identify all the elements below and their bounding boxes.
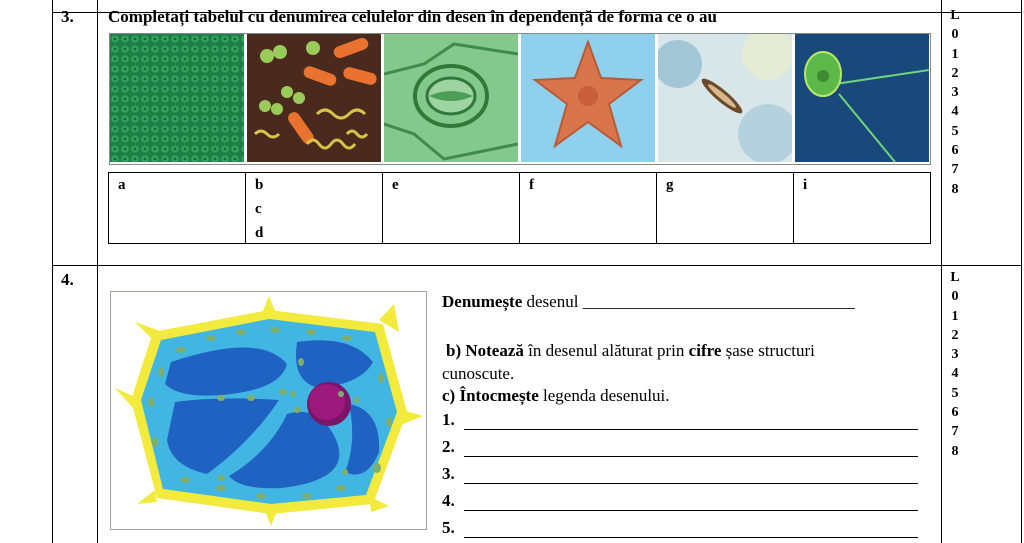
col-border-score [941,0,942,543]
legend-number: 4. [442,491,455,510]
answer-line [464,537,918,538]
score-4: 4 [951,104,959,120]
score-3: 3 [951,347,959,363]
answer-cell-label-e: e [392,177,399,193]
legend-line-3[interactable] [442,464,918,488]
answer-col-3 [519,172,520,244]
stomata-cells-image [384,34,518,162]
score-4: 4 [951,366,959,382]
answer-cell-label-i: i [803,177,808,193]
col-border-question [97,0,98,543]
legend-number: 5. [442,518,455,537]
answer-cell-label-f: f [529,177,534,193]
score-label-L: L [950,8,960,23]
answer-col-4 [656,172,657,244]
answer-line [464,456,918,457]
instruction-legend-rest: legenda desenului. [538,386,670,405]
instruction-legend [442,386,670,406]
score-3: 3 [951,85,959,101]
star-shaped-cell-image [521,34,655,162]
bacteria-shapes-image [247,34,381,162]
answer-line [464,429,918,430]
answer-col-0 [108,172,109,244]
answer-line [464,510,918,511]
answer-col-2 [382,172,383,244]
score-5: 5 [951,385,959,401]
plant-cell-diagram [110,291,427,530]
instruction-mark-bold: b) Notează [446,341,524,360]
question-3-score-column [945,6,965,199]
answer-cell-label-d: d [255,225,264,241]
drawing-name-blank[interactable]: ________________________________ [582,292,855,311]
instruction-mark-structures [446,341,815,361]
score-8: 8 [951,443,959,459]
row-divider [52,265,1022,266]
instruction-known: cunoscute. [442,364,515,383]
answer-col-6 [930,172,931,244]
green-algae-cell-image [795,34,929,162]
col-border-right [1021,0,1022,543]
question-3-title: Completați tabelul cu denumirea celulelor din desen în dependență de forma ce o au [108,7,718,26]
score-1: 1 [951,46,959,62]
instruction-name-drawing [442,292,855,312]
instruction-name-rest: desenul [522,292,583,311]
legend-line-1[interactable] [442,410,918,434]
answer-line [464,483,918,484]
answer-cell-label-b: b [255,177,264,193]
legend-number: 3. [442,464,455,483]
answer-cell-label-a: a [118,177,126,193]
score-0: 0 [951,289,959,305]
score-7: 7 [951,162,959,178]
score-5: 5 [951,123,959,139]
answer-cell-label-g: g [666,177,674,193]
question-4-score-column [945,268,965,461]
score-2: 2 [951,327,959,343]
instruction-legend-bold: c) Întocmește [442,386,539,405]
instruction-mark-mid: în desenul alăturat prin [523,341,689,360]
legend-line-4[interactable] [442,491,918,515]
score-6: 6 [951,405,959,421]
green-cells-tissue-image [110,34,244,162]
score-7: 7 [951,424,959,440]
score-8: 8 [951,181,959,197]
score-2: 2 [951,65,959,81]
answer-col-1 [245,172,246,244]
col-border-left [52,0,53,543]
score-6: 6 [951,143,959,159]
question-4-number: 4. [61,270,74,289]
instruction-name-bold: Denumește [442,292,523,311]
answer-col-5 [793,172,794,244]
score-0: 0 [951,27,959,43]
legend-number: 1. [442,410,455,429]
instruction-mark-digits: cifre [688,341,722,360]
legend-line-5[interactable] [442,518,918,542]
legend-line-2[interactable] [442,437,918,461]
question-3-number: 3. [61,7,74,26]
score-1: 1 [951,308,959,324]
legend-number: 2. [442,437,455,456]
score-label-L: L [950,270,960,285]
diatom-cell-image [658,34,792,162]
instruction-mark-rest: șase structuri [721,341,815,360]
answer-cell-label-c: c [255,201,262,217]
